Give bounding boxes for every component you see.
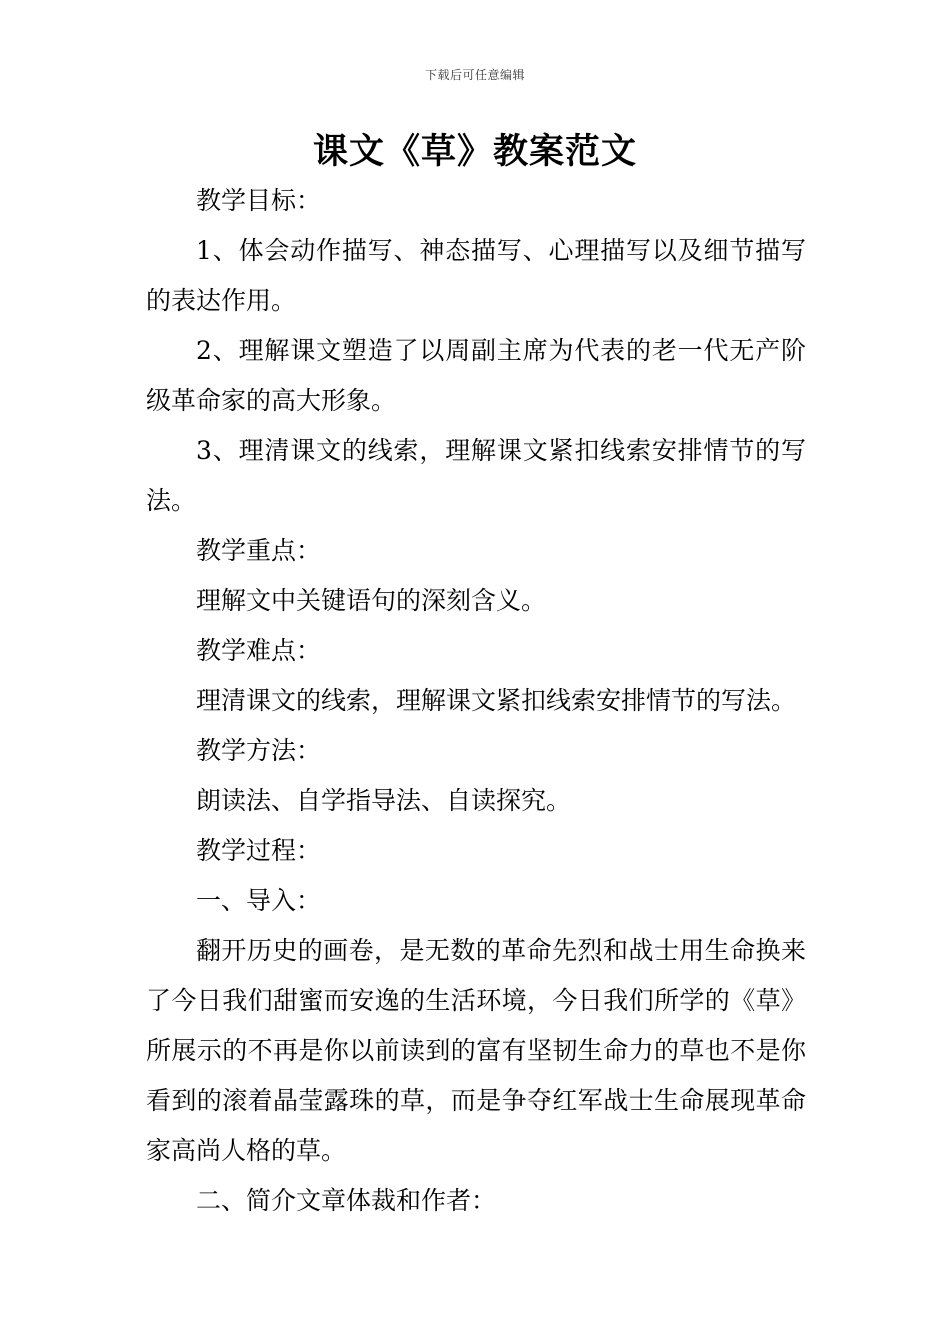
paragraph-difficulties: 理清课文的线索，理解课文紧扣线索安排情节的写法。 <box>196 686 797 715</box>
paragraph-section-intro-heading: 一、导入： <box>196 886 322 915</box>
paragraph-goal-3: 3、理清课文的线索，理解课文紧扣线索安排情节的写法。 <box>146 436 806 515</box>
paragraph-key-points-heading: 教学重点： <box>196 536 322 565</box>
paragraph-process-heading: 教学过程： <box>196 836 322 865</box>
page-header: 下载后可任意编辑 <box>424 68 525 82</box>
paragraph-methods-heading: 教学方法： <box>196 736 322 765</box>
paragraph-goal-2: 2、理解课文塑造了以周副主席为代表的老一代无产阶级革命家的高大形象。 <box>146 336 806 415</box>
document-title: 课文《草》教案范文 <box>312 132 637 172</box>
paragraph-key-points: 理解文中关键语句的深刻含义。 <box>196 586 547 615</box>
document-body <box>146 176 806 1226</box>
paragraph-goal-1: 1、体会动作描写、神态描写、心理描写以及细节描写的表达作用。 <box>146 236 806 315</box>
paragraph-difficulties-heading: 教学难点： <box>196 636 322 665</box>
paragraph-section-author-heading: 二、简介文章体裁和作者： <box>196 1186 497 1215</box>
paragraph-teaching-goals-heading: 教学目标： <box>196 186 322 215</box>
paragraph-methods: 朗读法、自学指导法、自读探究。 <box>196 786 572 815</box>
paragraph-intro-text: 翻开历史的画卷，是无数的革命先烈和战士用生命换来了今日我们甜蜜而安逸的生活环境，今日我们所学的《草》所展示的不再是你以前读到的富有坚韧生命力的草也不是你看到的滚着晶莹露珠的草，而是争夺红军战士生命展现革命家高尚人格的草。 <box>146 936 806 1165</box>
